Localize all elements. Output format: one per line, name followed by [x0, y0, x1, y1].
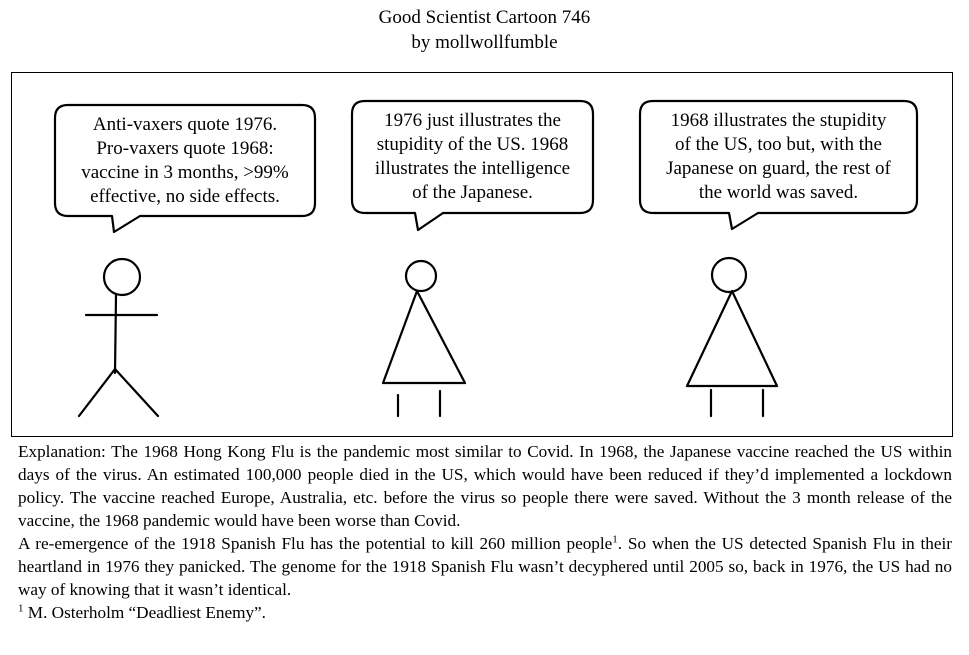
bubble-line: effective, no side effects.	[90, 186, 280, 207]
bubble-line: Pro-vaxers quote 1968:	[96, 138, 274, 159]
bubble-text-left	[55, 113, 315, 209]
paragraph-2-start: A re-emergence of the 1918 Spanish Flu has the potential to kill 260 million people	[18, 534, 613, 553]
footnote	[18, 601, 952, 624]
bubble-line: 1976 just illustrates the	[384, 110, 561, 131]
cartoon-byline: by mollwollfumble	[411, 32, 558, 53]
paragraph-2-end: . So when the US detected Spanish Flu in their heartland in 1976 they panicked. The genome for the 1918 Spanish Flu wasn’t decyphered until 2005 so, back in 1976, the US had no way of knowing that it wasn’t identical.	[18, 534, 952, 599]
cartoon-title: Good Scientist Cartoon 746	[378, 7, 591, 28]
bubble-line: of the Japanese.	[412, 182, 533, 203]
bubble-line: stupidity of the US. 1968	[376, 134, 569, 155]
comic-panel	[11, 72, 953, 437]
bubble-line: 1968 illustrates the stupidity	[670, 110, 887, 131]
explanation-paragraph-1: Explanation: The 1968 Hong Kong Flu is the pandemic most similar to Covid. In 1968, the Japanese vaccine reached the US within days of the virus. An estimated 100,000 people died in the US, which would have been reduced if they’d implemented a lockdown policy. The vaccine reached Europe, Australia, etc. before the virus so people there were saved. Without the 3 month release of the vaccine, the 1968 pandemic would have been worse than Covid.	[18, 442, 952, 530]
footnote-citation: M. Osterholm “Deadliest Enemy”.	[23, 603, 266, 622]
bubble-line: illustrates the intelligence	[374, 158, 571, 179]
stick-figure-woman-right	[687, 258, 777, 416]
explanation-text	[18, 440, 952, 624]
bubble-line: Anti-vaxers quote 1976.	[92, 114, 278, 135]
bubble-line: the world was saved.	[698, 182, 859, 203]
bubble-line: of the US, too but, with the	[675, 134, 882, 155]
footnote-marker: 1	[612, 533, 618, 546]
bubble-line: Japanese on guard, the rest of	[666, 158, 891, 179]
footnote-number: 1	[18, 602, 24, 615]
bubble-line: vaccine in 3 months, >99%	[81, 162, 289, 183]
stick-figure-man	[79, 259, 158, 416]
bubble-text-right	[640, 109, 917, 205]
explanation-paragraph-2	[18, 532, 952, 601]
bubble-text-middle	[352, 109, 593, 205]
stick-figure-woman-middle	[383, 261, 465, 416]
